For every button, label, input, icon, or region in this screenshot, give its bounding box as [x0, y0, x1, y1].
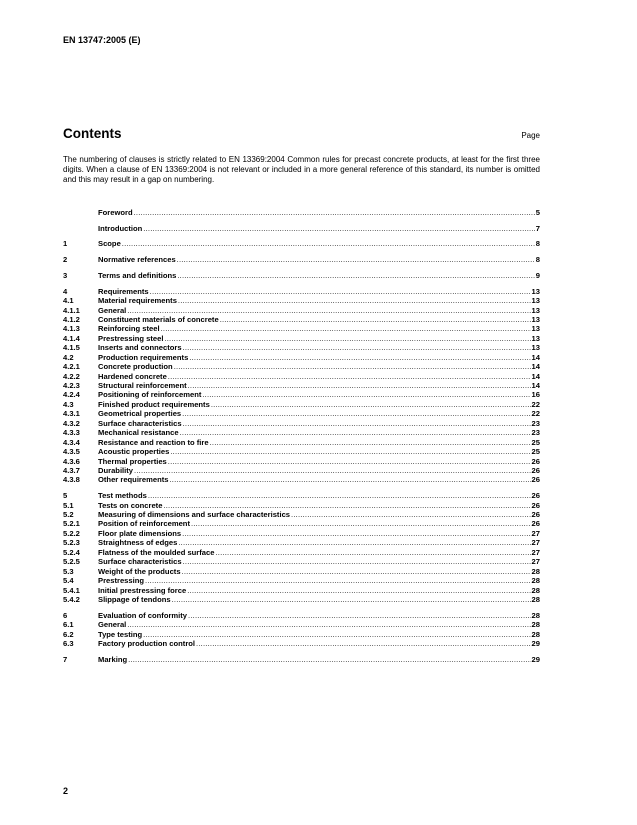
toc-entry-label: Marking [98, 654, 128, 664]
toc-entry[interactable] [63, 287, 540, 296]
toc-leader-dots [188, 381, 531, 390]
toc-leader-dots [210, 438, 531, 447]
toc-entry-number: 4.1.1 [63, 305, 80, 315]
toc-entry-number: 4.3.3 [63, 428, 80, 438]
toc-entry-number: 6.1 [63, 620, 74, 630]
toc-leader-dots [182, 529, 530, 538]
toc-entry[interactable] [63, 334, 540, 343]
toc-entry-page: 26 [531, 500, 540, 510]
toc-entry-page: 25 [531, 437, 540, 447]
toc-entry-number: 4.1.2 [63, 314, 80, 324]
toc-entry[interactable] [63, 208, 540, 217]
toc-entry-number: 7 [63, 654, 68, 664]
toc-leader-dots [183, 419, 531, 428]
toc-entry-number: 5.1 [63, 500, 74, 510]
toc-entry-label: Finished product requirements [98, 399, 210, 409]
toc-leader-dots [191, 519, 531, 528]
toc-entry-number: 4.1.3 [63, 324, 80, 334]
toc-entry[interactable] [63, 586, 540, 595]
toc-entry-label: Initial prestressing force [98, 585, 187, 595]
toc-entry-number: 5.3 [63, 566, 74, 576]
toc-entry-page: 13 [531, 286, 540, 296]
toc-entry-page: 7 [535, 223, 540, 233]
toc-entry[interactable] [63, 381, 540, 390]
toc-entry-page: 13 [531, 314, 540, 324]
toc-entry-label: Slippage of tendons [98, 594, 171, 604]
toc-entry[interactable] [63, 655, 540, 664]
toc-entry-number: 4.3.8 [63, 475, 80, 485]
toc-entry[interactable] [63, 557, 540, 566]
toc-leader-dots [134, 466, 531, 475]
toc-entry-number: 4.1.4 [63, 333, 80, 343]
toc-entry-number: 4.3.7 [63, 465, 80, 475]
toc-leader-dots [134, 208, 535, 217]
toc-entry-label: General [98, 620, 127, 630]
toc-entry-page: 29 [531, 639, 540, 649]
toc-entry[interactable] [63, 428, 540, 437]
toc-entry-number: 5.2.4 [63, 547, 80, 557]
toc-leader-dots [168, 372, 531, 381]
toc-entry-page: 28 [531, 576, 540, 586]
toc-entry-page: 14 [531, 352, 540, 362]
toc-entry-number: 6.2 [63, 629, 74, 639]
toc-entry[interactable] [63, 510, 540, 519]
toc-entry-number: 4.1.5 [63, 343, 80, 353]
toc-entry[interactable] [63, 620, 540, 629]
toc-entry[interactable] [63, 501, 540, 510]
toc-entry[interactable] [63, 324, 540, 333]
toc-entry[interactable] [63, 315, 540, 324]
toc-leader-dots [128, 655, 530, 664]
toc-entry-page: 22 [531, 409, 540, 419]
toc-entry-page: 26 [531, 510, 540, 520]
toc-entry-label: Requirements [98, 286, 149, 296]
toc-entry-number: 4.3.1 [63, 409, 80, 419]
toc-leader-dots [174, 362, 531, 371]
toc-entry-page: 26 [531, 456, 540, 466]
table-of-contents [63, 208, 540, 664]
toc-entry-label: Foreword [98, 208, 133, 217]
toc-leader-dots [143, 630, 530, 639]
toc-entry[interactable] [63, 239, 540, 248]
toc-entry-number: 5.2.1 [63, 519, 80, 529]
toc-entry-number: 4 [63, 286, 68, 296]
toc-entry-page: 25 [531, 447, 540, 457]
toc-leader-dots [169, 475, 530, 484]
toc-entry-number: 5.2 [63, 510, 74, 520]
toc-entry-number: 5.2.3 [63, 538, 80, 548]
toc-entry[interactable] [63, 639, 540, 648]
toc-entry-page: 13 [531, 333, 540, 343]
toc-entry-label: Structural reinforcement [98, 381, 187, 391]
toc-entry-label: Constituent materials of concrete [98, 314, 219, 324]
toc-entry-label: Geometrical properties [98, 409, 182, 419]
toc-entry[interactable] [63, 595, 540, 604]
toc-entry[interactable] [63, 529, 540, 538]
toc-entry-label: Measuring of dimensions and surface characteristics [98, 510, 291, 520]
toc-entry-number: 4.3.4 [63, 437, 80, 447]
toc-entry[interactable] [63, 438, 540, 447]
toc-entry-page: 27 [531, 528, 540, 538]
toc-entry-number: 4.2 [63, 352, 74, 362]
toc-entry-label: Tests on concrete [98, 500, 163, 510]
toc-entry-page: 23 [531, 418, 540, 428]
toc-entry-label: Production requirements [98, 352, 189, 362]
toc-entry[interactable] [63, 224, 540, 233]
toc-entry-number: 4.3 [63, 399, 74, 409]
toc-entry-number: 5.2.2 [63, 528, 80, 538]
toc-entry[interactable] [63, 372, 540, 381]
toc-entry-number: 1 [63, 239, 68, 249]
toc-entry-page: 14 [531, 381, 540, 391]
toc-entry-number: 4.1 [63, 296, 74, 306]
toc-entry-page: 29 [531, 654, 540, 664]
toc-entry-label: Floor plate dimensions [98, 528, 182, 538]
toc-entry-number: 4.2.1 [63, 362, 80, 372]
toc-entry[interactable] [63, 475, 540, 484]
toc-entry-label: Weight of the products [98, 566, 181, 576]
toc-entry-page: 26 [531, 519, 540, 529]
toc-leader-dots [170, 447, 530, 456]
toc-entry-label: Surface characteristics [98, 557, 182, 567]
toc-entry-page: 14 [531, 371, 540, 381]
toc-entry-label: Mechanical resistance [98, 428, 179, 438]
toc-entry-page: 28 [531, 585, 540, 595]
toc-entry[interactable] [63, 390, 540, 399]
document-header: EN 13747:2005 (E) [63, 35, 141, 45]
toc-entry-page: 8 [535, 255, 540, 265]
toc-entry-label: Prestressing [98, 576, 145, 586]
toc-entry-page: 27 [531, 547, 540, 557]
toc-entry-label: Concrete production [98, 362, 173, 372]
toc-leader-dots [177, 271, 534, 280]
toc-leader-dots [182, 567, 531, 576]
toc-entry[interactable] [63, 457, 540, 466]
toc-entry-label: Positioning of reinforcement [98, 390, 202, 400]
toc-leader-dots [178, 538, 530, 547]
toc-entry-label: Introduction [98, 223, 143, 233]
toc-leader-dots [164, 334, 530, 343]
toc-leader-dots [122, 239, 535, 248]
toc-entry-label: Factory production control [98, 639, 196, 649]
toc-entry-number: 4.2.2 [63, 371, 80, 381]
toc-leader-dots [143, 224, 534, 233]
toc-leader-dots [148, 491, 531, 500]
toc-leader-dots [177, 255, 535, 264]
toc-entry-page: 27 [531, 538, 540, 548]
toc-entry[interactable] [63, 271, 540, 280]
toc-entry-page: 28 [531, 629, 540, 639]
toc-entry-label: Durability [98, 465, 134, 475]
toc-entry[interactable] [63, 630, 540, 639]
toc-entry-label: Terms and definitions [98, 270, 177, 280]
toc-entry-label: Test methods [98, 491, 147, 501]
toc-entry[interactable] [63, 353, 540, 362]
toc-leader-dots [172, 595, 531, 604]
toc-entry-number: 2 [63, 255, 68, 265]
toc-entry-page: 28 [531, 594, 540, 604]
toc-entry-label: Normative references [98, 255, 176, 265]
toc-leader-dots [211, 400, 531, 409]
toc-leader-dots [189, 353, 530, 362]
toc-entry-number: 6.3 [63, 639, 74, 649]
toc-entry[interactable] [63, 519, 540, 528]
toc-entry-number: 4.3.5 [63, 447, 80, 457]
toc-leader-dots [182, 409, 530, 418]
toc-entry-page: 27 [531, 557, 540, 567]
toc-entry-page: 26 [531, 475, 540, 485]
toc-entry[interactable] [63, 419, 540, 428]
contents-title: Contents [63, 126, 122, 141]
toc-entry-label: Surface characteristics [98, 418, 182, 428]
toc-entry[interactable] [63, 343, 540, 352]
toc-entry-label: Material requirements [98, 296, 177, 306]
toc-leader-dots [220, 315, 531, 324]
toc-leader-dots [145, 576, 531, 585]
toc-leader-dots [215, 548, 530, 557]
toc-entry-label: Inserts and connectors [98, 343, 182, 353]
toc-leader-dots [183, 557, 531, 566]
toc-entry-label: Thermal properties [98, 456, 167, 466]
toc-entry-label: Type testing [98, 629, 143, 639]
toc-entry[interactable] [63, 306, 540, 315]
toc-entry-page: 5 [535, 208, 540, 217]
toc-leader-dots [188, 611, 531, 620]
toc-entry-page: 26 [531, 491, 540, 501]
toc-entry-label: Position of reinforcement [98, 519, 190, 529]
toc-leader-dots [168, 457, 531, 466]
page-column-label: Page [521, 131, 540, 140]
toc-entry-number: 6 [63, 610, 68, 620]
toc-entry-number: 4.2.4 [63, 390, 80, 400]
toc-entry-number: 4.3.6 [63, 456, 80, 466]
toc-entry-page: 8 [535, 239, 540, 249]
toc-leader-dots [196, 639, 531, 648]
toc-entry[interactable] [63, 576, 540, 585]
toc-entry-label: General [98, 305, 127, 315]
page-number: 2 [63, 786, 69, 796]
toc-entry-page: 28 [531, 610, 540, 620]
toc-entry[interactable] [63, 362, 540, 371]
toc-entry[interactable] [63, 538, 540, 547]
toc-entry-number: 5.4 [63, 576, 74, 586]
toc-entry-number: 3 [63, 270, 68, 280]
toc-entry-page: 26 [531, 465, 540, 475]
toc-entry-page: 13 [531, 324, 540, 334]
toc-entry-label: Other requirements [98, 475, 169, 485]
toc-entry[interactable] [63, 255, 540, 264]
toc-entry-page: 9 [535, 270, 540, 280]
toc-entry-label: Evaluation of conformity [98, 610, 188, 620]
toc-entry-label: Reinforcing steel [98, 324, 160, 334]
toc-entry[interactable] [63, 400, 540, 409]
toc-entry-page: 28 [531, 566, 540, 576]
toc-entry-label: Resistance and reaction to fire [98, 437, 209, 447]
toc-entry-page: 23 [531, 428, 540, 438]
toc-entry-number: 5.4.1 [63, 585, 80, 595]
toc-entry[interactable] [63, 466, 540, 475]
toc-leader-dots [161, 324, 531, 333]
toc-entry-page: 28 [531, 620, 540, 630]
toc-entry-page: 14 [531, 362, 540, 372]
toc-entry-page: 13 [531, 343, 540, 353]
toc-entry-page: 22 [531, 399, 540, 409]
toc-entry[interactable] [63, 447, 540, 456]
toc-entry-label: Scope [98, 239, 121, 249]
toc-leader-dots [127, 306, 530, 315]
toc-leader-dots [180, 428, 531, 437]
toc-entry-label: Hardened concrete [98, 371, 167, 381]
toc-leader-dots [178, 296, 531, 305]
toc-entry[interactable] [63, 567, 540, 576]
toc-entry-number: 5.4.2 [63, 594, 80, 604]
toc-entry-number: 5.2.5 [63, 557, 80, 567]
contents-intro: The numbering of clauses is strictly related to EN 13369:2004 Common rules for precast concrete products, at least for the first three digits. When a clause of EN 13369:2004 is not relevant or included in a more general reference of this standard, its number is omitted and this may result in a gap on numbering. [63, 155, 540, 184]
toc-entry-number: 4.2.3 [63, 381, 80, 391]
toc-entry-number: 4.3.2 [63, 418, 80, 428]
toc-entry-page: 16 [531, 390, 540, 400]
toc-leader-dots [127, 620, 530, 629]
toc-entry[interactable] [63, 611, 540, 620]
toc-leader-dots [202, 390, 530, 399]
toc-entry-number: 5 [63, 491, 68, 501]
toc-entry-label: Straightness of edges [98, 538, 178, 548]
toc-entry[interactable] [63, 296, 540, 305]
toc-leader-dots [187, 586, 530, 595]
toc-entry[interactable] [63, 491, 540, 500]
toc-leader-dots [291, 510, 531, 519]
toc-leader-dots [183, 343, 531, 352]
toc-entry-page: 13 [531, 296, 540, 306]
toc-leader-dots [150, 287, 531, 296]
toc-entry-label: Prestressing steel [98, 333, 164, 343]
toc-entry-label: Flatness of the moulded surface [98, 547, 215, 557]
toc-entry[interactable] [63, 548, 540, 557]
toc-entry[interactable] [63, 409, 540, 418]
toc-entry-page: 13 [531, 305, 540, 315]
toc-leader-dots [163, 501, 530, 510]
toc-entry-label: Acoustic properties [98, 447, 170, 457]
